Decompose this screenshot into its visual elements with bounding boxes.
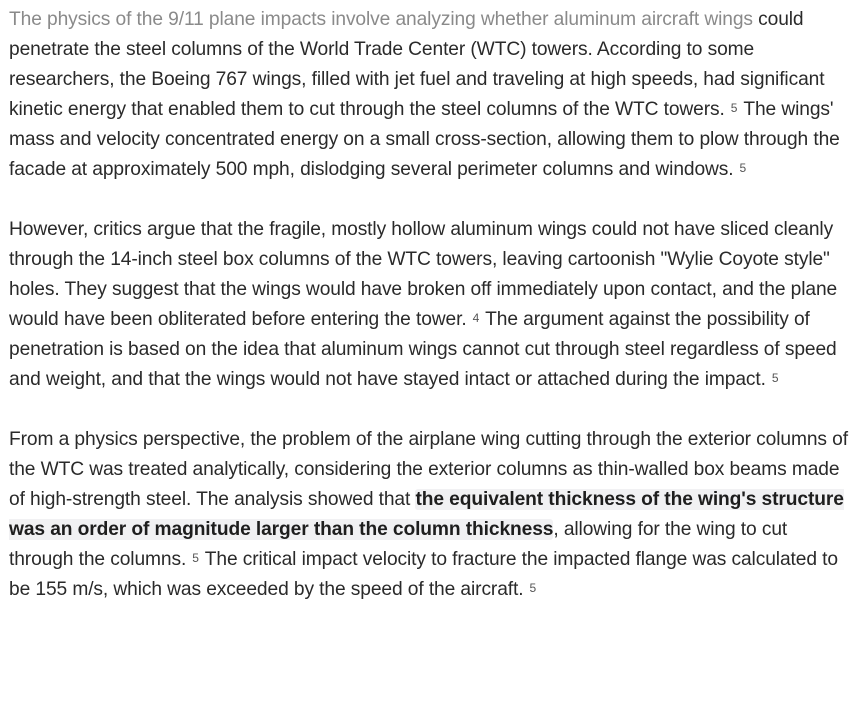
sentence: The argument against the possibility of penetration is based on the idea that aluminum wings cannot cut through steel regardless of speed and weight, and that the wings would not have stayed intact or attached during the impact. (9, 309, 837, 390)
sentence: The wings' mass and velocity concentrated energy on a small cross-section, allowing them to plow through the facade at approximately 500 mph, dislodging several perimeter columns and windows. (9, 99, 840, 180)
citation-marker[interactable]: 5 (730, 101, 738, 115)
sentence: However, critics argue that the fragile, mostly hollow aluminum wings could not have sliced cleanly through the 14-inch steel box columns of the WTC towers, leaving cartoonish "Wylie Coyote style" holes. They suggest that the wings would have broken off immediately upon contact, and the plane would have been obliterated before entering the tower. (9, 219, 838, 330)
citation-marker[interactable]: 5 (739, 161, 747, 175)
sentence: , allowing for the wing to cut through the columns. (9, 519, 788, 570)
citation-marker[interactable]: 5 (529, 581, 537, 595)
highlighted-text: the equivalent thickness of the wing's structure was an order of magnitude larger than the column thickness (9, 489, 844, 540)
citation-marker[interactable]: 5 (771, 371, 779, 385)
article-body (9, 5, 855, 635)
citation-marker[interactable]: 4 (472, 311, 480, 325)
sentence: From a physics perspective, the problem of the airplane wing cutting through the exterior columns of the WTC was treated analytically, considering the exterior columns as thin-walled box beams made of high-strength steel. The analysis showed that (9, 429, 848, 510)
faded-lead-text: The physics of the 9/11 plane impacts involve analyzing whether aluminum aircraft wings (9, 9, 753, 30)
paragraph-1 (9, 5, 855, 185)
paragraph-3 (9, 425, 855, 605)
citation-marker[interactable]: 5 (192, 551, 199, 565)
sentence: The critical impact velocity to fracture the impacted flange was calculated to be 155 m/s, which was exceeded by the speed of the aircraft. (9, 549, 838, 600)
paragraph-2 (9, 215, 855, 395)
sentence: could penetrate the steel columns of the World Trade Center (WTC) towers. According to some researchers, the Boeing 767 wings, filled with jet fuel and traveling at high speeds, had significant kinetic energy that enabled them to cut through the steel columns of the WTC towers. (9, 9, 825, 120)
